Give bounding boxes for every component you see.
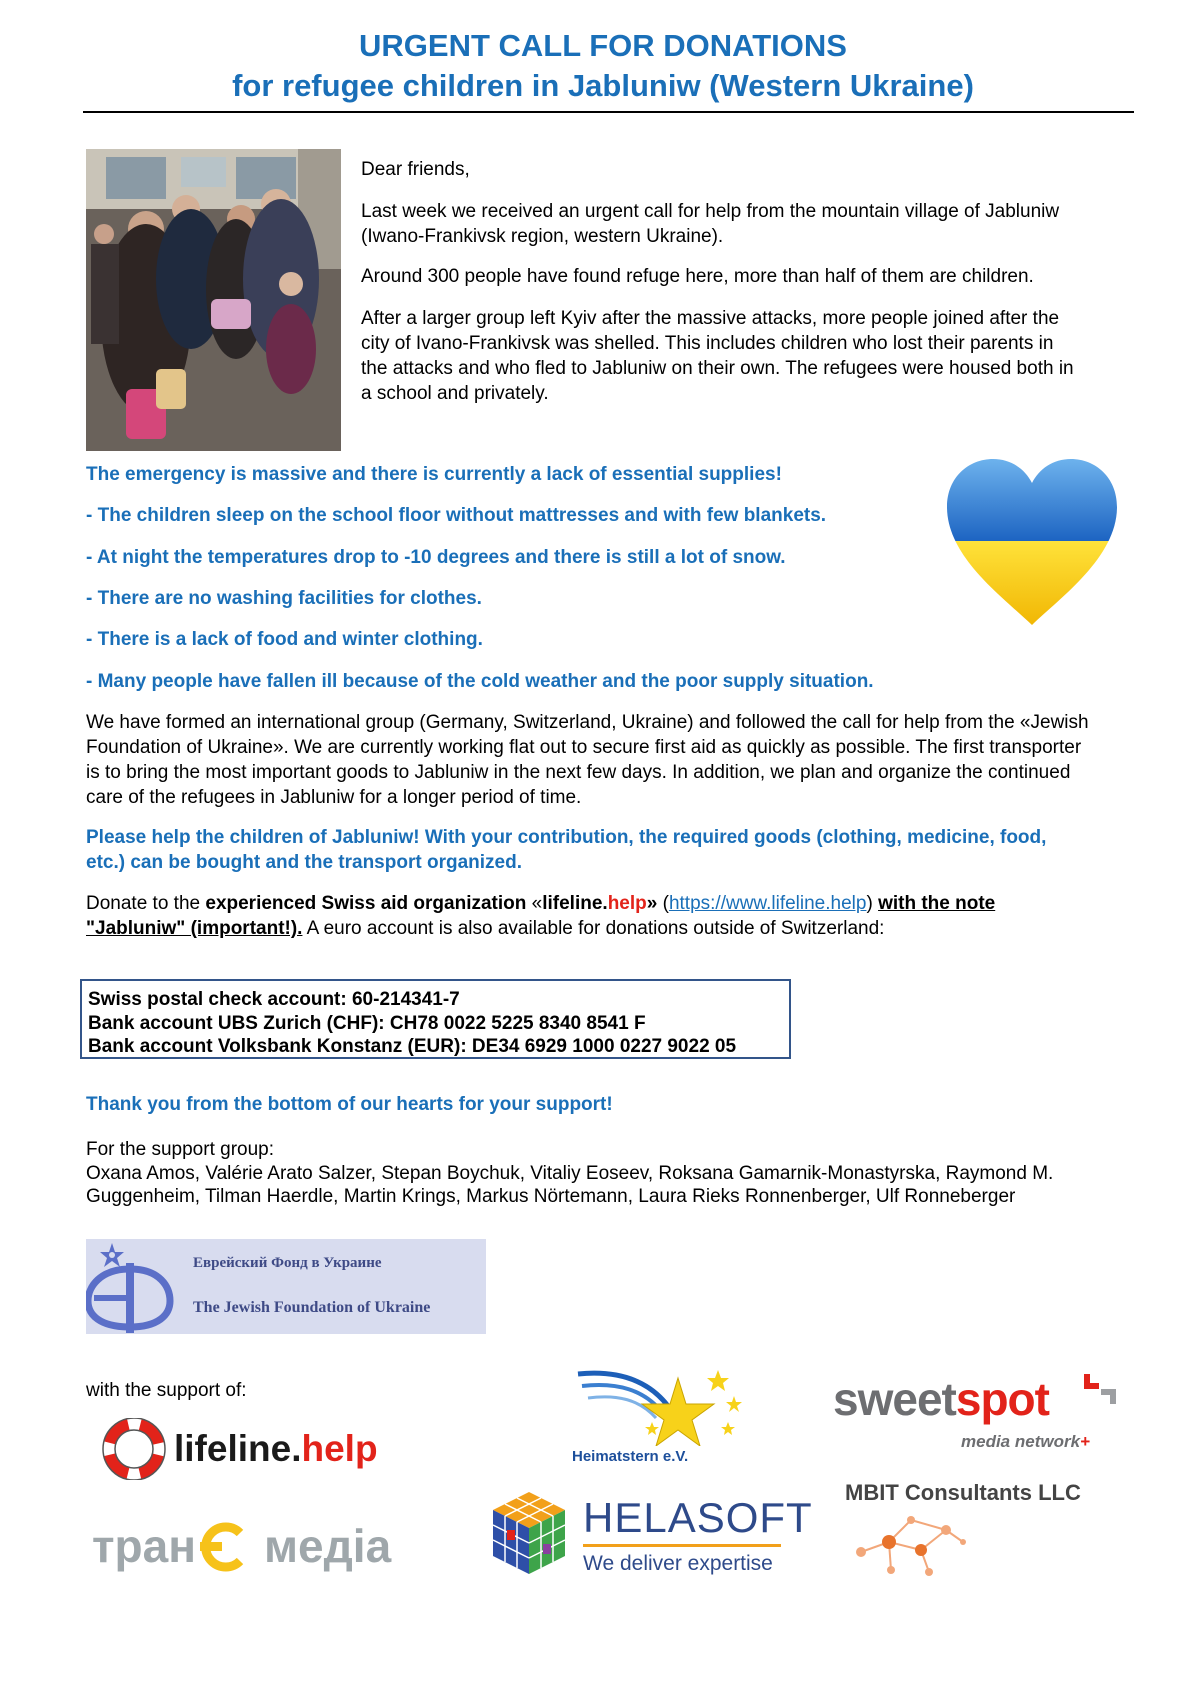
appeal-line-2: etc.) can be bought and the transport organized. [86, 852, 522, 873]
signatures-label: For the support group: [86, 1139, 274, 1160]
title-line-2: for refugee children in Jabluniw (Western Ukraine) [232, 68, 974, 103]
postal-account: Swiss postal check account: 60-214341-7 [88, 989, 460, 1010]
lifeline-help-logo [102, 1418, 392, 1480]
donate-quote-close: » [646, 893, 658, 914]
donate-org: experienced Swiss aid organization [205, 893, 527, 914]
support-label: with the support of: [86, 1380, 247, 1401]
sweet-text: sweet [833, 1373, 956, 1425]
intro-p3-line-1: After a larger group left Kyiv after the massive attacks, more people joined after the [361, 308, 1060, 329]
emergency-item-4: - There is a lack of food and winter clothing. [86, 629, 483, 650]
signatures-line-2: Guggenheim, Tilman Haerdle, Martin Krings, Markus Nörtemann, Laura Rieks Ronnenberger, Ulf Ronneberger [86, 1186, 1016, 1207]
donate-brand: lifeline. [542, 893, 608, 914]
ubs-account: Bank account UBS Zurich (CHF): CH78 0022 5225 8340 8541 F [88, 1012, 646, 1034]
heimatstern-wordmark [572, 1448, 688, 1465]
bank-details-box [80, 979, 791, 1059]
thank-you: Thank you from the bottom of our hearts for your support! [86, 1094, 613, 1115]
lifebuoy-icon [102, 1418, 166, 1480]
donate-paragraph [86, 891, 1166, 941]
donate-paren-close: ) [866, 893, 879, 914]
spot-text: spot [955, 1373, 1049, 1425]
intro-p3-line-3: the attacks and who fled to Jabluniw on their own. The refugees were housed both in [361, 358, 1074, 379]
trans-media-logo [92, 1515, 422, 1575]
volksbank-account: Bank account Volksbank Konstanz (EUR): DE34 6929 1000 0227 9022 05 [88, 1036, 737, 1057]
group-paragraph [86, 710, 1089, 810]
donate-paren-open: ( [657, 893, 669, 914]
lifeline-link[interactable]: https://www.lifeline.help [668, 893, 867, 914]
donate-prefix: Donate to the [86, 893, 206, 914]
support-group-signatures [86, 1138, 1053, 1209]
emergency-item-5: - Many people have fallen ill because of the cold weather and the poor supply situation. [86, 671, 874, 692]
donate-suffix: A euro account is also available for donations outside of Switzerland: [302, 918, 885, 939]
donate-quote-open: « [526, 893, 543, 914]
mbit-wordmark: MBIT Consultants LLC [845, 1480, 1081, 1505]
sweetspot-sub-text: media network [961, 1432, 1081, 1451]
donate-note-1: with the note [878, 893, 996, 914]
donate-line-1 [86, 891, 1166, 916]
heimatstern-name: Heimatstern [572, 1448, 659, 1465]
sweetspot-plus: + [1080, 1432, 1090, 1451]
group-line-4: care of the refugees in Jabluniw for a longer period of time. [86, 787, 582, 808]
signatures-line-1: Oxana Amos, Valérie Arato Salzer, Stepan Boychuk, Vitaliy Eoseev, Roksana Gamarnik-Monastyrska, Raymond M. [86, 1162, 1054, 1184]
helasoft-cube-icon [491, 1490, 567, 1576]
helasoft-tagline: We deliver expertise [583, 1552, 773, 1575]
page-title [0, 28, 1191, 104]
refugee-photo-image [86, 149, 341, 451]
mbit-logo [845, 1480, 1135, 1580]
group-line-2: Foundation of Ukraine». We are currently working flat out to secure first aid as quickly as possible. The first transporter [86, 737, 1082, 758]
donate-brand-red: help [607, 893, 647, 914]
sweetspot-wordmark [833, 1372, 1049, 1426]
appeal-line-1: Please help the children of Jabluniw! With your contribution, the required goods (clothing, medicine, food, [86, 827, 1047, 848]
help-text: help [301, 1428, 378, 1469]
lifeline-text: lifeline. [174, 1428, 302, 1469]
jewish-foundation-ru: Еврейский Фонд в Украине [193, 1255, 382, 1271]
intro-p3-line-2: city of Ivano-Frankivsk was shelled. This includes children who lost their parents in [361, 333, 1054, 354]
lifeline-help-wordmark [174, 1428, 378, 1470]
group-line-1: We have formed an international group (Germany, Switzerland, Ukraine) and followed the call for help from the «Jewish [86, 712, 1089, 733]
greeting: Dear friends, [361, 159, 470, 180]
emergency-headline: The emergency is massive and there is currently a lack of essential supplies! [86, 464, 782, 485]
trans-wordmark: тран [92, 1520, 196, 1572]
sweetspot-corner-icon [1079, 1372, 1119, 1410]
helasoft-underline [583, 1544, 781, 1547]
heimatstern-logo [568, 1366, 748, 1470]
donate-note-2: "Jabluniw" (important!). [86, 918, 303, 939]
intro-paragraph-2: Around 300 people have found refuge here, more than half of them are children. [361, 266, 1034, 287]
heimatstern-ev: e.V. [662, 1448, 689, 1465]
title-divider [83, 111, 1134, 113]
intro-p1-line-2: (Iwano-Frankivsk region, western Ukraine). [361, 226, 724, 247]
jewish-foundation-emblem-icon [86, 1239, 176, 1334]
intro-paragraph-1 [361, 199, 1059, 249]
emergency-item-2: - At night the temperatures drop to -10 degrees and there is still a lot of snow. [86, 547, 786, 568]
sweetspot-logo [833, 1372, 1123, 1462]
refugee-photo [86, 149, 341, 451]
ukraine-heart-icon [943, 457, 1121, 627]
mbit-network-icon [851, 1512, 971, 1578]
helasoft-logo [491, 1490, 813, 1582]
donate-line-2 [86, 916, 1166, 941]
appeal-paragraph [86, 825, 1046, 875]
emergency-item-1: - The children sleep on the school floor without mattresses and with few blankets. [86, 505, 827, 526]
media-wordmark: медіа [264, 1520, 392, 1572]
intro-paragraph-3 [361, 306, 1074, 406]
helasoft-wordmark: HELASOFT [583, 1494, 813, 1541]
jewish-foundation-en: The Jewish Foundation of Ukraine [193, 1299, 431, 1316]
jewish-foundation-logo [86, 1239, 486, 1334]
heimatstern-star-icon [568, 1366, 748, 1446]
emergency-item-3: - There are no washing facilities for clothes. [86, 588, 482, 609]
trans-sun-icon [196, 1519, 252, 1575]
group-line-3: is to bring the most important goods to Jabluniw in the next few days. In addition, we plan and organize the continued [86, 762, 1071, 783]
title-line-1: URGENT CALL FOR DONATIONS [359, 28, 847, 63]
sweetspot-subtitle [961, 1432, 1090, 1452]
intro-p1-line-1: Last week we received an urgent call for help from the mountain village of Jabluniw [361, 201, 1060, 222]
intro-p3-line-4: a school and privately. [361, 383, 549, 404]
